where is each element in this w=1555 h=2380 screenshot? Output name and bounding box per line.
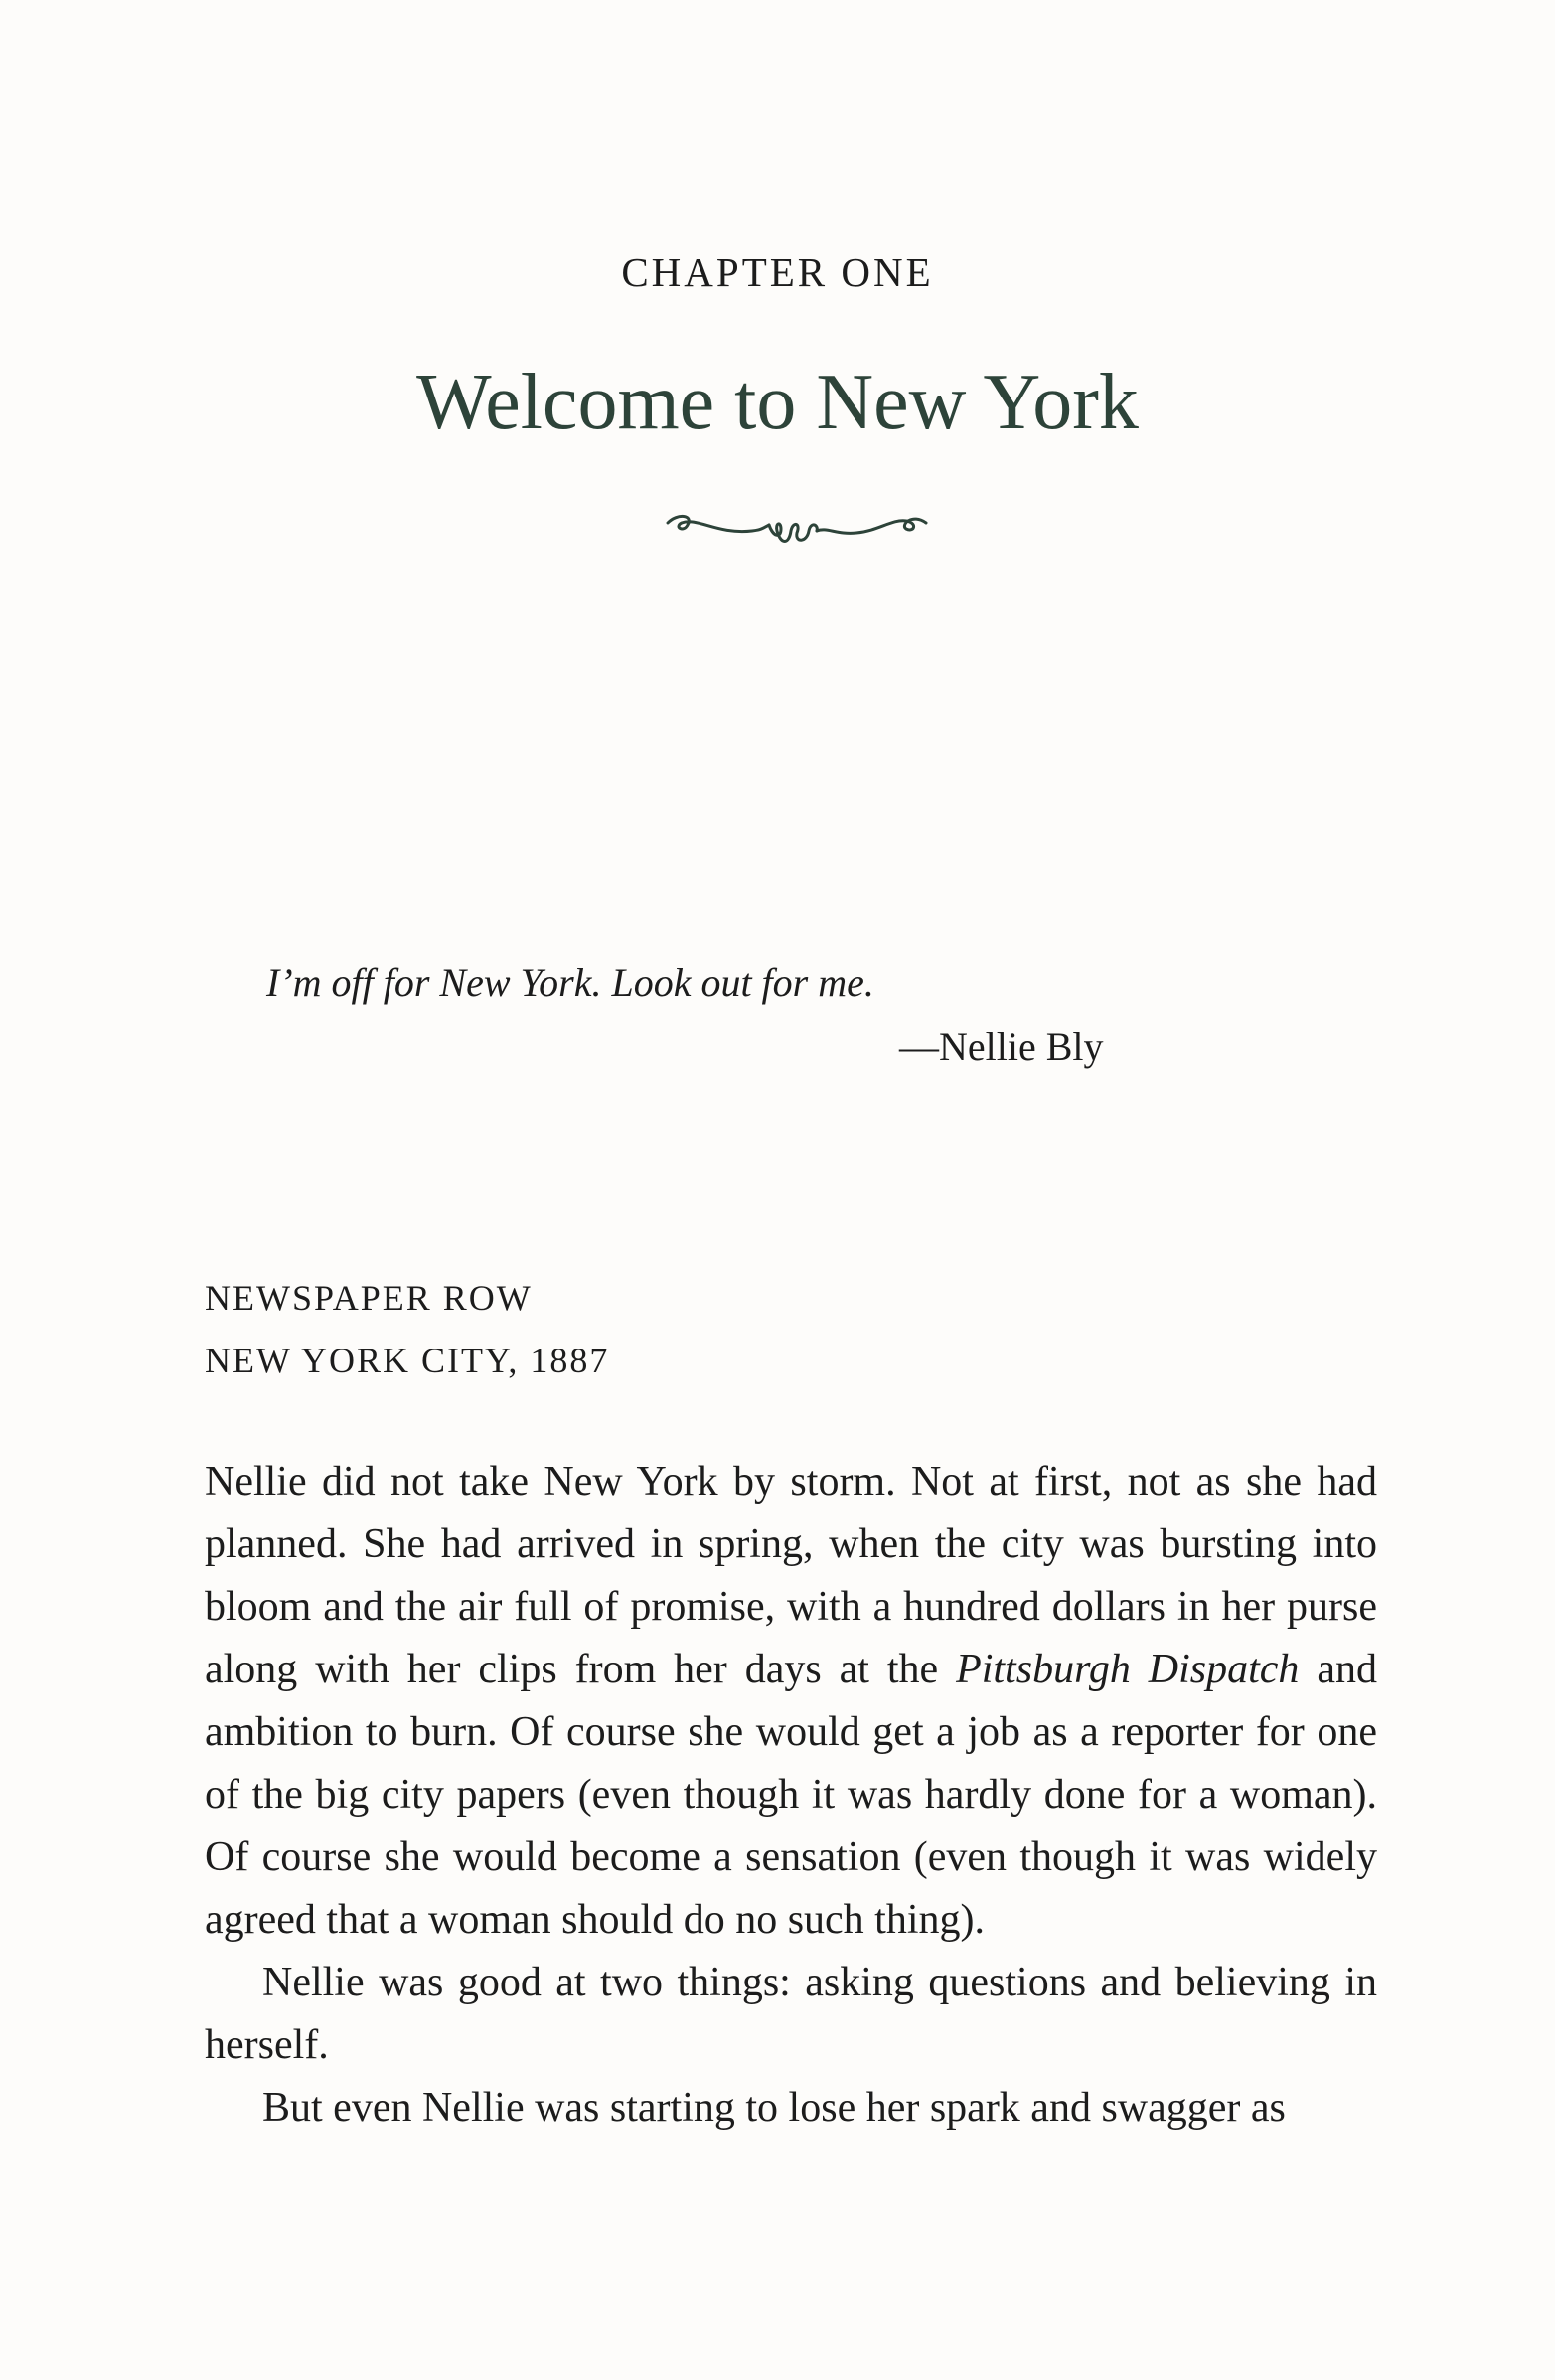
paragraph-2: Nellie was good at two things: asking questions and believing in herself.	[205, 1960, 1377, 2068]
paragraph-1-part2: and ambition to burn. Of course she would get a job as a reporter for one of the big city papers (even though it was hardly done for a woman). Of course she would become a sensation (even though it was widely agreed that a woman should do no such thing).	[205, 1647, 1377, 1943]
paragraph-3: But even Nellie was starting to lose her spark and swagger as	[262, 2085, 1286, 2131]
chapter-label: CHAPTER ONE	[621, 249, 934, 295]
newspaper-name: Pittsburgh Dispatch	[956, 1647, 1300, 1692]
paragraph-1-part1: Nellie did not take New York by storm. Not at first, not as she had planned. She had arrived in spring, when the city was bursting into bloom and the air full of promise, with a hundred dollars in her purse along with her clips from her days at the	[205, 1459, 1377, 1692]
flourish-ornament-icon	[658, 505, 936, 555]
epigraph-quote: I’m off for New York. Look out for me.	[266, 960, 874, 1005]
epigraph-attribution: —Nellie Bly	[899, 1025, 1104, 1069]
paragraph-1	[205, 1451, 1377, 1952]
place-heading-line1: NEWSPAPER ROW	[205, 1278, 533, 1318]
chapter-title: Welcome to New York	[416, 359, 1139, 446]
body-text	[205, 1451, 1377, 2140]
place-heading-line2: NEW YORK CITY, 1887	[205, 1341, 610, 1380]
